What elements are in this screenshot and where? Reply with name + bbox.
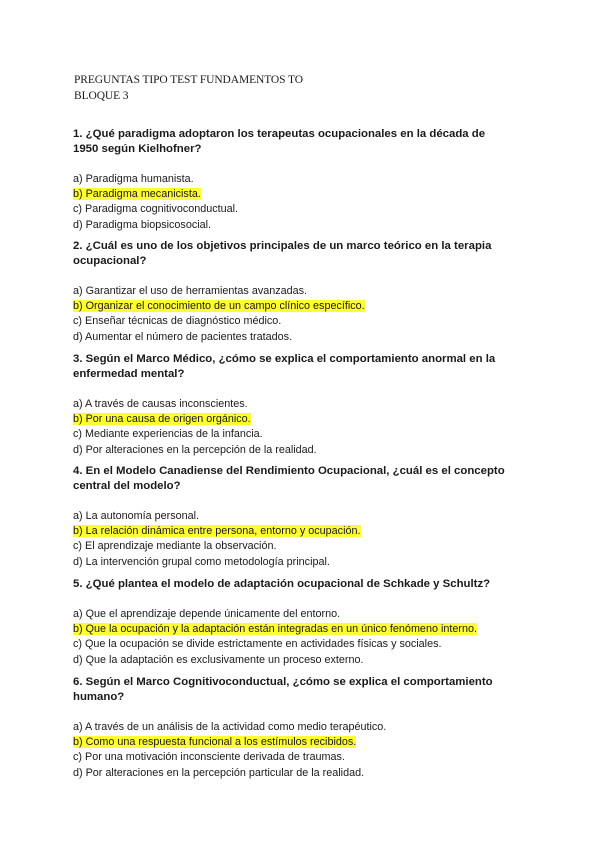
option-a [73,720,513,735]
option-text: c) El aprendizaje mediante la observación. [73,540,277,553]
option-c [73,427,513,442]
option-d [73,653,513,668]
question-3 [73,352,513,458]
option-text: d) Aumentar el número de pacientes tratados. [73,330,293,343]
option-b [73,622,513,637]
option-a [73,284,513,299]
option-a [73,172,513,187]
question-title: 6. Según el Marco Cognitivoconductual, ¿cómo se explica el comportamiento humano? [73,676,493,703]
option-a [73,607,513,622]
option-text: b) Paradigma mecanicista. [73,188,201,201]
option-b [73,412,513,427]
question-2 [73,239,513,345]
option-text: b) Organizar el conocimiento de un campo clínico específico. [73,300,365,313]
option-text: d) La intervención grupal como metodología principal. [73,555,330,568]
header-title: PREGUNTAS TIPO TEST FUNDAMENTOS TO [74,74,303,86]
option-c [73,750,513,765]
option-text: a) Garantizar el uso de herramientas avanzadas. [73,285,308,297]
option-text: c) Por una motivación inconsciente derivada de traumas. [73,751,345,764]
option-c [73,539,513,554]
option-text: a) A través de causas inconscientes. [73,398,248,410]
option-text: d) Paradigma biopsicosocial. [73,218,212,231]
option-text: a) A través de un análisis de la actividad como medio terapéutico. [73,721,387,733]
question-title: 2. ¿Cuál es uno de los objetivos principales de un marco teórico en la terapia ocupacional? [73,240,492,267]
option-text: d) Por alteraciones en la percepción de la realidad. [73,443,317,456]
question-4 [73,464,513,570]
option-d [73,330,513,345]
option-text: b) La relación dinámica entre persona, entorno y ocupación. [73,525,361,538]
option-c [73,637,513,652]
option-a [73,509,513,524]
option-c [73,202,513,217]
header-block: BLOQUE 3 [74,90,129,102]
option-d [73,443,513,458]
question-6 [73,675,513,781]
option-d [73,218,513,233]
option-text: a) La autonomía personal. [73,510,200,522]
option-text: d) Por alteraciones en la percepción particular de la realidad. [73,766,365,779]
option-text: d) Que la adaptación es exclusivamente un proceso externo. [73,653,364,666]
option-b [73,524,513,539]
option-text: c) Paradigma cognitivoconductual. [73,203,239,216]
option-b [73,299,513,314]
option-b [73,735,513,750]
option-text: b) Que la ocupación y la adaptación están integradas en un único fenómeno interno. [73,623,477,636]
option-text: a) Que el aprendizaje depende únicamente del entorno. [73,608,341,620]
option-text: b) Por una causa de origen orgánico. [73,413,251,426]
question-5 [73,577,513,668]
option-d [73,766,513,781]
question-1 [73,127,513,233]
question-title: 1. ¿Qué paradigma adoptaron los terapeutas ocupacionales en la década de 1950 según Kielhofner? [73,128,486,155]
option-text: c) Que la ocupación se divide estrictamente en actividades físicas y sociales. [73,638,442,651]
question-title: 5. ¿Qué plantea el modelo de adaptación ocupacional de Schkade y Schultz? [73,578,491,590]
option-text: c) Enseñar técnicas de diagnóstico médico. [73,315,282,328]
option-text: c) Mediante experiencias de la infancia. [73,428,263,441]
question-title: 3. Según el Marco Médico, ¿cómo se explica el comportamiento anormal en la enfermedad mental? [73,353,496,380]
option-d [73,555,513,570]
option-text: b) Como una respuesta funcional a los estímulos recibidos. [73,736,357,749]
option-text: a) Paradigma humanista. [73,173,194,185]
option-c [73,314,513,329]
option-b [73,187,513,202]
question-title: 4. En el Modelo Canadiense del Rendimiento Ocupacional, ¿cuál es el concepto central del modelo? [73,465,505,492]
document-header [74,72,303,104]
option-a [73,397,513,412]
